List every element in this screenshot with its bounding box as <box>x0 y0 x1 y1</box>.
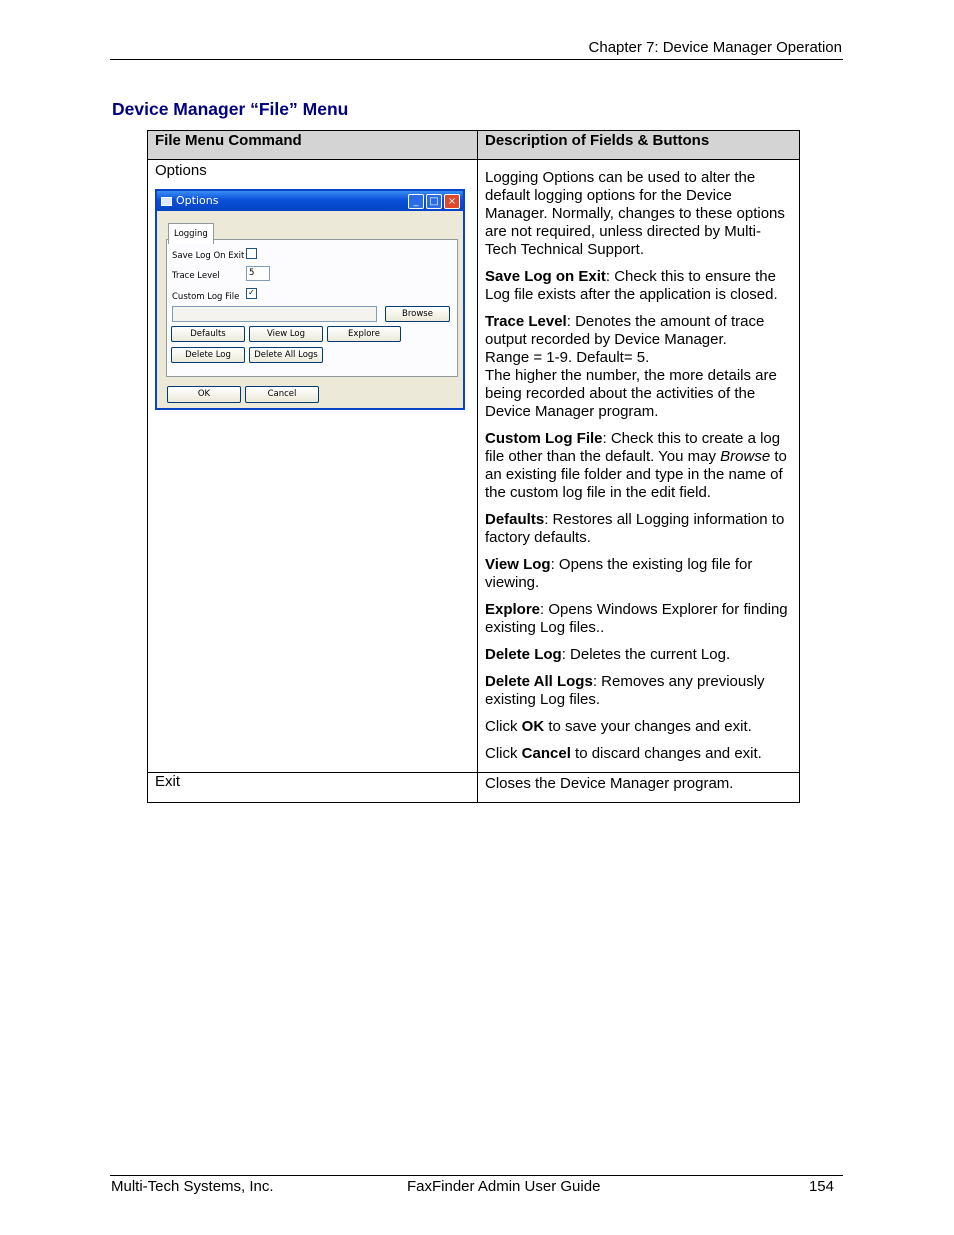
options-dialog-screenshot <box>155 189 465 410</box>
defaults-button: Defaults <box>171 326 245 342</box>
delete-log-term: Delete Log <box>485 646 562 663</box>
cancel-button: Cancel <box>245 386 319 403</box>
footer-company: Multi-Tech Systems, Inc. <box>111 1178 274 1195</box>
trace-level-term: Trace Level <box>485 313 567 330</box>
custom-log-checkbox: ✓ <box>246 288 257 299</box>
page-number: 154 <box>808 1178 834 1195</box>
maximize-icon: □ <box>426 194 442 209</box>
view-log-text: : Opens the existing log file for viewing. <box>485 556 753 591</box>
defaults-desc <box>485 511 792 547</box>
custom-log-label: Custom Log File <box>172 292 240 302</box>
col2-header: Description of Fields & Buttons <box>478 131 800 160</box>
dialog-titlebar <box>157 191 463 211</box>
trace-level-field: 5 <box>246 266 270 281</box>
delete-log-desc <box>485 646 792 664</box>
save-log-term: Save Log on Exit <box>485 268 606 285</box>
save-log-text: : Check this to ensure the Log file exists after the application is closed. <box>485 268 778 303</box>
ok-button: OK <box>167 386 241 403</box>
ok-text: to save your changes and exit. <box>544 718 752 735</box>
options-label: Options <box>155 162 207 179</box>
custom-log-browse-term: Browse <box>720 448 771 465</box>
trace-level-label: Trace Level <box>172 271 220 281</box>
save-log-desc <box>485 268 792 304</box>
options-description-cell <box>478 160 800 773</box>
ok-desc <box>485 718 792 736</box>
delete-log-text: : Deletes the current Log. <box>561 646 731 663</box>
ok-term: OK <box>521 718 545 735</box>
section-title: Device Manager “File” Menu <box>112 99 349 119</box>
page-header <box>110 38 843 60</box>
custom-log-desc <box>485 430 792 502</box>
tab-logging: Logging <box>168 223 214 244</box>
custom-log-term: Custom Log File <box>485 430 603 447</box>
chapter-title: Chapter 7: Device Manager Operation <box>588 39 842 56</box>
save-log-label: Save Log On Exit <box>172 251 245 261</box>
view-log-desc <box>485 556 792 592</box>
exit-description: Closes the Device Manager program. <box>478 773 800 803</box>
options-cell <box>148 160 478 773</box>
defaults-term: Defaults <box>485 511 545 528</box>
delete-all-logs-term: Delete All Logs <box>485 673 593 690</box>
cancel-prefix: Click <box>485 745 522 762</box>
trace-level-desc <box>485 313 792 421</box>
delete-all-logs-desc <box>485 673 792 709</box>
close-icon: × <box>444 194 460 209</box>
exit-cell: Exit <box>148 773 478 803</box>
logging-options-intro: Logging Options can be used to alter the default logging options for the Device Manager. Normally, changes to these options are not required, unless directed by Multi-Tech Technical Support. <box>485 169 785 258</box>
trace-level-range: Range = 1-9. Default= 5. <box>485 349 650 366</box>
view-log-term: View Log <box>485 556 551 573</box>
custom-log-text-1: : Check this to create a log file other than the default. You may <box>485 430 781 465</box>
explore-term: Explore <box>485 601 541 618</box>
custom-log-text-2: to an existing file folder and type in the name of the custom log file in the edit field. <box>485 448 787 501</box>
defaults-text: : Restores all Logging information to factory defaults. <box>485 511 785 546</box>
explore-text: : Opens Windows Explorer for finding existing Log files.. <box>485 601 788 636</box>
delete-all-logs-text: : Removes any previously existing Log files. <box>485 673 765 708</box>
minimize-icon: _ <box>408 194 424 209</box>
dialog-title: Options <box>176 194 219 207</box>
footer-guide-title: FaxFinder Admin User Guide <box>407 1178 601 1195</box>
cancel-desc <box>485 745 792 763</box>
ok-prefix: Click <box>485 718 522 735</box>
file-menu-table <box>147 130 800 803</box>
delete-all-logs-button: Delete All Logs <box>249 347 323 363</box>
explore-desc <box>485 601 792 637</box>
table-row-exit <box>148 773 800 803</box>
window-icon <box>161 197 172 206</box>
browse-button: Browse <box>385 306 450 322</box>
save-log-checkbox <box>246 248 257 259</box>
view-log-button: View Log <box>249 326 323 342</box>
delete-log-button: Delete Log <box>171 347 245 363</box>
table-row-options <box>148 160 800 773</box>
custom-log-path-field <box>172 306 377 322</box>
explore-button: Explore <box>327 326 401 342</box>
cancel-text: to discard changes and exit. <box>570 745 762 762</box>
col1-header: File Menu Command <box>148 131 478 160</box>
trace-level-text: : Denotes the amount of trace output recorded by Device Manager. <box>485 313 765 348</box>
table-header-row <box>148 131 800 160</box>
page-footer <box>110 1175 843 1195</box>
trace-level-more: The higher the number, the more details are being recorded about the activities of the Device Manager program. <box>485 367 777 420</box>
cancel-term: Cancel <box>521 745 571 762</box>
